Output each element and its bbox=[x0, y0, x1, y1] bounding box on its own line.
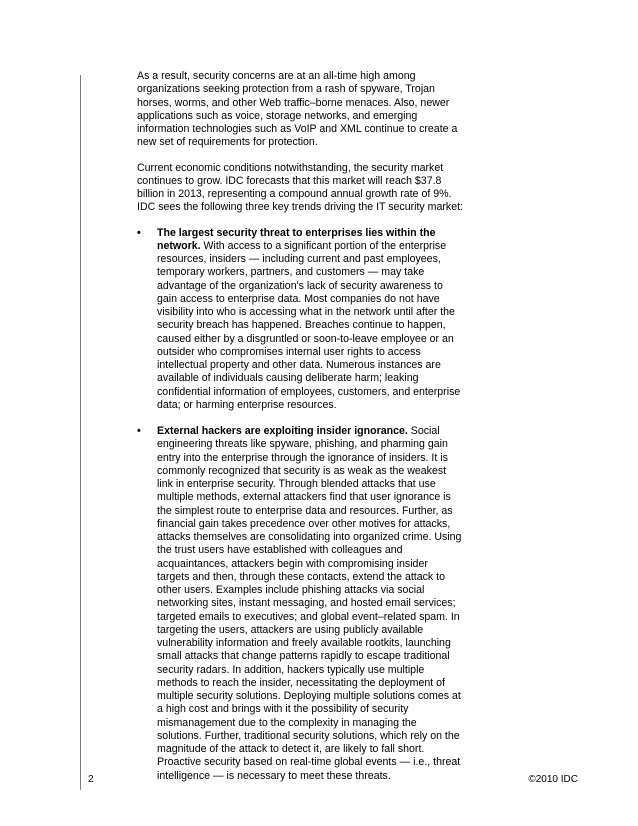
copyright-notice: ©2010 IDC bbox=[528, 774, 578, 785]
document-body bbox=[137, 70, 463, 796]
paragraph-market-growth: Current economic conditions notwithstanding, the security market continues to grow. IDC forecasts that this market will reach $37.8 billion in 2013, representing a compound annual growth rate of 9%. IDC sees the following three key trends driving the IT security market: bbox=[137, 161, 463, 214]
bullet-marker: • bbox=[137, 425, 141, 437]
list-item-external-hackers bbox=[137, 425, 463, 783]
page-number: 2 bbox=[88, 774, 94, 785]
list-item-insider-threat bbox=[137, 227, 463, 413]
list-item-text: Social engineering threats like spyware, phishing, and pharming gain entry into the enterprise through the ignorance of insiders. It is commonly recognized that security is as weak as the weakest link in enterprise security. Through blended attacks that use multiple methods, external attackers find that user ignorance is the simplest route to enterprise data and resources. Further, as financial gain takes precedence over other motives for attacks, attacks themselves are consolidating into organized crime. Using the trust users have established with colleagues and acquaintances, attackers begin with compromising insider targets and then, through these contacts, extend the attack to other users. Examples include phishing attacks via social networking sites, instant messaging, and hosted email services; targeted emails to executives; and global event–related spam. In targeting the users, attackers are using publicly available vulnerability information and freely available rootkits, launching small attacks that change patterns rapidly to escape traditional security radars. In addition, hackers typically use multiple methods to reach the insider, necessitating the deployment of multiple security solutions. Deploying multiple solutions comes at a high cost and brings with it the possibility of security mismanagement due to the complexity in managing the solutions. Further, traditional security solutions, which rely on the magnitude of the attack to detect it, are likely to fall short. Proactive security based on real-time global events — i.e., threat intelligence — is necessary to meet these threats. bbox=[157, 425, 462, 782]
bullet-marker: • bbox=[137, 226, 141, 239]
list-item-text: With access to a significant portion of the enterprise resources, insiders — including current and past employees, temporary workers, partners, and customers — may take advantage of the organization's lack of security awareness to gain access to enterprise data. Most companies do not have visibility into who is accessing what in the network until after the security breach has happened. Breaches continue to happen, caused either by a disgruntled or soon-to-leave employee or an outsider who compromises internal user rights to access intellectual property and other data. Numerous instances are available of individuals causing deliberate harm; leaking confidential information of employees, customers, and enterprise data; or harming enterprise resources. bbox=[157, 239, 461, 411]
margin-rule bbox=[80, 75, 81, 790]
list-item-heading: External hackers are exploiting insider ignorance. bbox=[157, 425, 408, 437]
paragraph-security-concerns: As a result, security concerns are at an all-time high among organizations seeking protection from a rash of spyware, Trojan horses, worms, and other Web traffic–borne menaces. Also, newer applications such as voice, storage networks, and emerging information technologies such as VoIP and XML continue to create a new set of requirements for protection. bbox=[137, 70, 458, 149]
trends-list bbox=[137, 227, 463, 783]
list-item-heading: The largest security threat to enterprises lies within the network. bbox=[157, 226, 436, 252]
